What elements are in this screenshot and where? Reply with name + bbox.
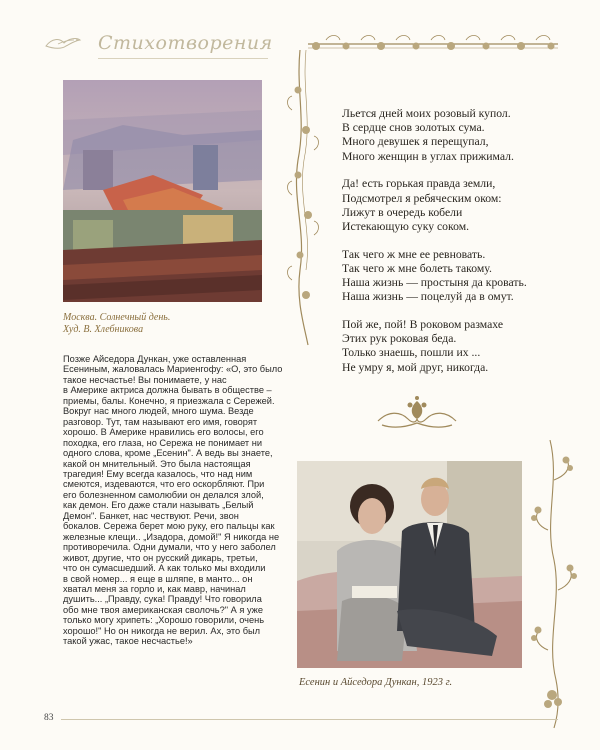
poem-line: Так чего ж мне ее ревновать. bbox=[342, 247, 486, 261]
photo-caption: Есенин и Айседора Дункан, 1923 г. bbox=[299, 677, 453, 688]
prose-line: живот, другие, что он русский дикарь, третьи, bbox=[63, 552, 258, 563]
poem-line: Не умру я, мой друг, никогда. bbox=[342, 360, 489, 374]
prose-line: какой он мнительный. Это была настоящая bbox=[63, 458, 251, 469]
poem-line: В сердце снов золотых сума. bbox=[342, 121, 485, 135]
prose-line: такое несчастье! Вы понимаете, у нас bbox=[63, 374, 227, 385]
prose-line: такой ужас, такое несчастье!» bbox=[63, 636, 193, 647]
prose-line: железные клещи.. „Изадора, домой!" Я никогда не bbox=[63, 531, 280, 542]
painting-caption bbox=[63, 312, 273, 336]
prose-line: хватал меня за горло и, как мавр, начинал bbox=[63, 583, 246, 594]
section-header bbox=[44, 28, 274, 58]
prose-line: разговор. Тут, там называют его имя, говорят bbox=[63, 416, 258, 427]
painting-moscow-sunny-day bbox=[63, 80, 262, 302]
poem-line: Наша жизнь — простыня да кровать. bbox=[342, 276, 527, 290]
prose-line: в Америке актриса должна бывать в обществе – bbox=[63, 385, 272, 396]
painting-caption-line2: Худ. В. Хлебникова bbox=[63, 324, 144, 335]
poem-stanza bbox=[342, 318, 552, 375]
prose-line: что он сумасшедший. А как только мы входили bbox=[63, 563, 266, 574]
prose-quote bbox=[63, 354, 283, 647]
prose-line: приемы, балы. Конечно, я приезжала с Сережей. bbox=[63, 395, 275, 406]
prose-line: хорошо!" Но он никогда не верил. Ах, это был bbox=[63, 625, 261, 636]
poem-stanza bbox=[342, 248, 552, 305]
poem-line: Подсмотрел я ребяческим оком: bbox=[342, 191, 502, 205]
poem-line: Льется дней моих розовый купол. bbox=[342, 107, 511, 120]
prose-line: одного слова, кроме „Есенин". А ведь вы знаете, bbox=[63, 448, 273, 459]
prose-line: только могу хрипеть: „Хорошо говорили, очень bbox=[63, 615, 265, 626]
flourish-ornament-icon bbox=[374, 395, 460, 433]
prose-line: походка, его глаза, но Сережа не понимает ни bbox=[63, 437, 263, 448]
poem-line: Лижут в очередь кобели bbox=[342, 205, 463, 219]
prose-line: Демон". Банкет, нас чествуют. Речи, звон bbox=[63, 510, 239, 521]
poem-line: Только знаешь, пошли их ... bbox=[342, 346, 481, 360]
poem-line: Много девушек я перещупал, bbox=[342, 135, 489, 149]
prose-line: противоречила. Одни думали, что у него заболел bbox=[63, 542, 276, 553]
poem bbox=[342, 107, 552, 388]
poem-stanza bbox=[342, 107, 552, 164]
prose-line: трагедия! Ему всегда казалось, что над ним bbox=[63, 468, 253, 479]
prose-line: в свой номер... я еще в шляпе, в манто... он bbox=[63, 573, 253, 584]
prose-line: смеются, издеваются, что его оскорбляют. При bbox=[63, 479, 265, 490]
painting-caption-line1: Москва. Солнечный день. bbox=[63, 312, 171, 323]
prose-line: Вокруг нас много людей, много шума. Везде bbox=[63, 406, 254, 417]
footer-rule bbox=[61, 719, 558, 720]
poem-line: Много женщин в углах прижимал. bbox=[342, 149, 514, 163]
bird-ornament-icon bbox=[44, 34, 82, 52]
prose-line: его болезненном самолюбии он делался злой, bbox=[63, 489, 264, 500]
photo-yesenin-duncan bbox=[297, 461, 522, 668]
prose-line: хорошо. В Америке нравились его волосы, его bbox=[63, 427, 264, 438]
poem-line: Да! есть горькая правда земли, bbox=[342, 177, 496, 191]
prose-line: Есениным, жаловалась Мариенгофу: «О, это было bbox=[63, 364, 283, 375]
poem-line: Истекающую суку соком. bbox=[342, 219, 470, 233]
header-rule bbox=[98, 58, 268, 59]
poem-line: Наша жизнь — поцелуй да в омут. bbox=[342, 290, 514, 304]
prose-line: душить... „Правду, сука! Правду! Что говорила bbox=[63, 594, 262, 605]
prose-line: как демон. Его даже стали называть „Белый bbox=[63, 500, 254, 511]
poem-line: Так чего ж мне болеть такому. bbox=[342, 261, 492, 275]
vine-right-ornament bbox=[530, 440, 580, 730]
page-number: 83 bbox=[44, 713, 54, 723]
section-title: Стихотворения bbox=[98, 32, 273, 54]
prose-line: Позже Айседора Дункан, уже оставленная bbox=[63, 354, 247, 364]
poem-line: Этих рук роковая беда. bbox=[342, 332, 457, 346]
poem-stanza bbox=[342, 177, 552, 234]
poem-line: Пой же, пой! В роковом размахе bbox=[342, 317, 504, 331]
prose-line: обо мне твоя американская сволочь?" А я уже bbox=[63, 604, 264, 615]
prose-line: бокалов. Сережа берет мою руку, его пальцы как bbox=[63, 521, 275, 532]
